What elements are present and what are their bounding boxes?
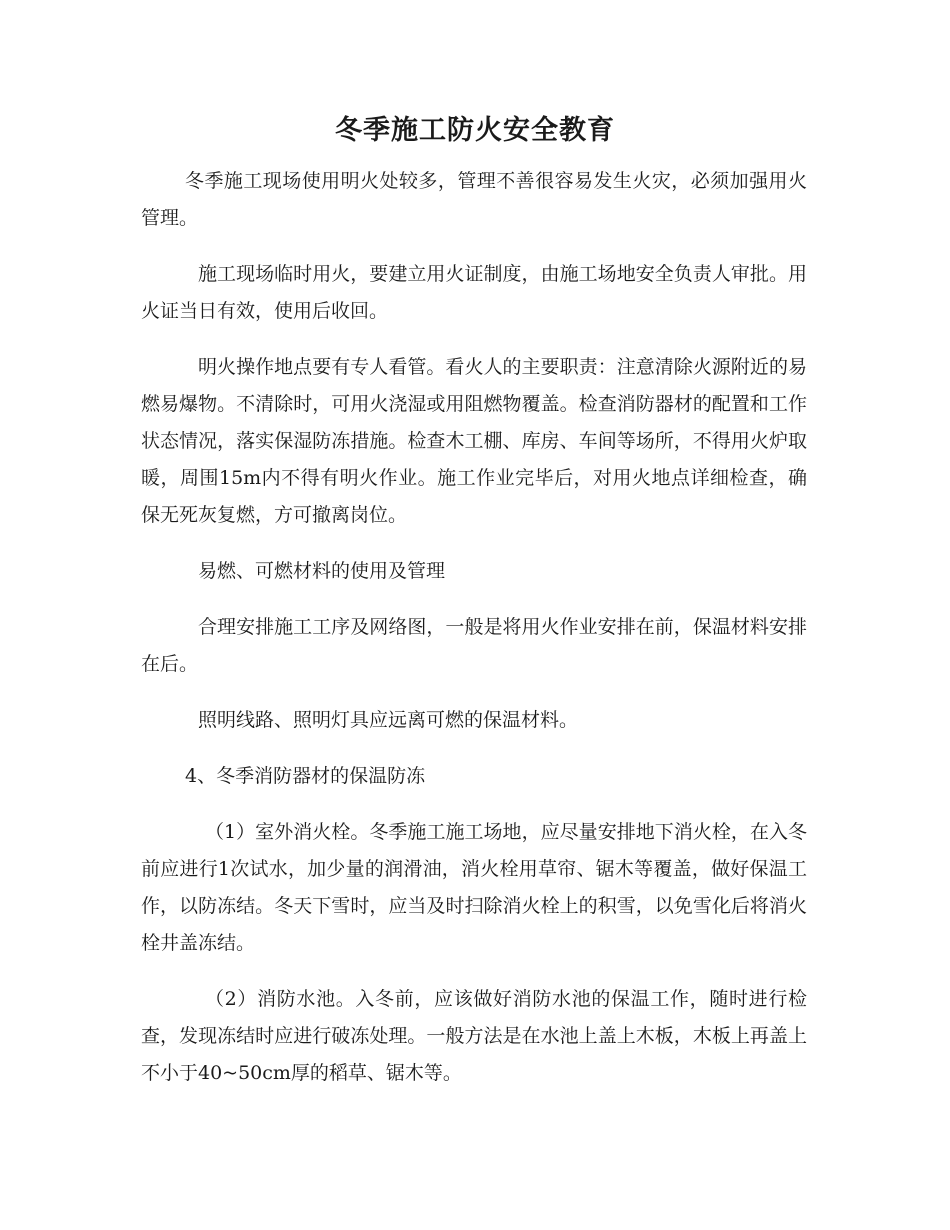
paragraph-outdoor-hydrant: （1）室外消火栓。冬季施工施工场地，应尽量安排地下消火栓，在入冬前应进行1次试水，加少量的润滑油，消火栓用草帘、锯木等覆盖，做好保温工作，以防冻结。冬天下雪时，应当及时扫除消火栓上的积雪，以免雪化后将消火栓井盖冻结。 (141, 821, 807, 954)
paragraph-work-sequence: 合理安排施工工序及网络图，一般是将用火作业安排在前，保温材料安排在后。 (141, 616, 807, 675)
paragraph-fire-pool: （2）消防水池。入冬前，应该做好消防水池的保温工作，随时进行检查，发现冻结时应进行破冻处理。一般方法是在水池上盖上木板，木板上再盖上不小于40~50cm厚的稻草、锯木等。 (141, 988, 807, 1084)
paragraph-lighting: 照明线路、照明灯具应远离可燃的保温材料。 (198, 709, 579, 731)
paragraph-fire-permit: 施工现场临时用火，要建立用火证制度，由施工场地安全负责人审批。用火证当日有效，使用后收回。 (141, 263, 807, 322)
document-body (141, 163, 807, 1111)
document-title: 冬季施工防火安全教育 (335, 115, 615, 146)
paragraph-fire-watcher: 明火操作地点要有专人看管。看火人的主要职责：注意清除火源附近的易燃易爆物。不清除时，可用火浇湿或用阻燃物覆盖。检查消防器材的配置和工作状态情况，落实保湿防冻措施。检查木工棚、库房、车间等场所，不得用火炉取暖，周围15m内不得有明火作业。施工作业完毕后，对用火地点详细检查，确保无死灰复燃，方可撤离岗位。 (141, 356, 807, 526)
paragraph-flammable-materials-heading: 易燃、可燃材料的使用及管理 (198, 560, 446, 582)
section-heading-fire-equipment: 4、冬季消防器材的保温防冻 (185, 765, 426, 787)
paragraph-intro: 冬季施工现场使用明火处较多，管理不善很容易发生火灾，必须加强用火管理。 (141, 170, 807, 229)
